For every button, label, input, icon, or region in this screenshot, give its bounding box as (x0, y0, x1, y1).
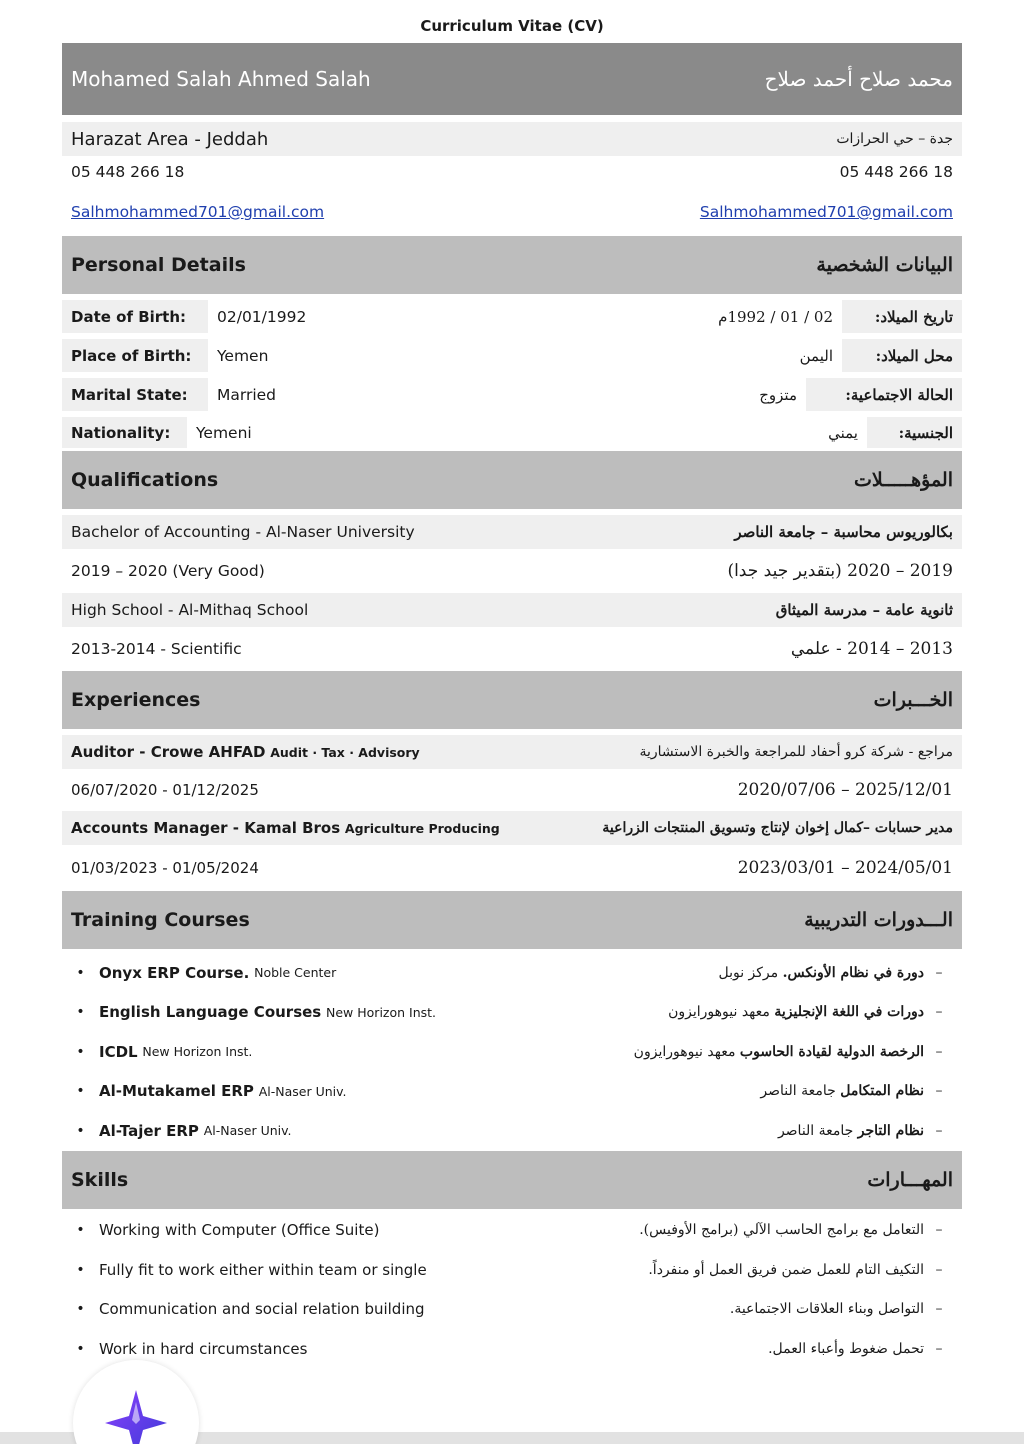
course-name-ar: دورات في اللغة الإنجليزية (774, 1004, 924, 1021)
sparkle-logo-icon (103, 1388, 169, 1444)
course-provider-ar: جامعة الناصر (777, 1122, 854, 1139)
name-arabic: محمد صلاح أحمد صلاح (764, 67, 953, 91)
personal-row-pob (62, 336, 962, 375)
bullet-icon: • (76, 1083, 85, 1100)
section-personal-details (62, 236, 962, 294)
skill-en: Work in hard circumstances (99, 1339, 308, 1358)
skill-ar: التعامل مع برامج الحاسب الآلي (برامج الأوفيس). (639, 1222, 924, 1239)
qualification-date-ar: 2019 – 2020 (بتقدير جيد جدا) (727, 561, 953, 581)
dash-icon: – (935, 1261, 943, 1278)
course-name: Al-Tajer ERP (99, 1121, 199, 1140)
experience-title (62, 811, 962, 845)
name-header (62, 43, 962, 115)
skill-ar: التكيف التام للعمل ضمن فريق العمل أو منفرداً. (648, 1261, 924, 1278)
address-arabic: جدة – حي الحرازات (836, 131, 953, 147)
phone-arabic: 05 448 266 18 (839, 163, 953, 181)
dash-icon: – (935, 1083, 943, 1100)
pob-value-arabic: اليمن (799, 346, 833, 365)
bullet-icon: • (76, 1043, 85, 1060)
marital-label-arabic: الحالة الاجتماعية: (806, 378, 962, 411)
qualification-date-en: 2019 – 2020 (Very Good) (71, 562, 265, 580)
section-title-english: Personal Details (71, 254, 246, 276)
marital-value: Married (217, 385, 277, 404)
course-name-ar: دورة في نظام الأونكس. (782, 964, 924, 981)
section-qualifications (62, 451, 962, 509)
experience-ar: مراجع - شركة كرو أحفاد للمراجعة والخبرة الاستشارية (639, 744, 953, 760)
name-english: Mohamed Salah Ahmed Salah (71, 67, 371, 91)
bullet-icon: • (76, 1261, 85, 1278)
dob-label: Date of Birth: (62, 300, 208, 333)
skill-en: Fully fit to work either within team or single (99, 1260, 427, 1279)
section-title-english: Experiences (71, 689, 201, 711)
skills-list (62, 1211, 962, 1369)
training-list (62, 953, 962, 1151)
qualification-ar: بكالوريوس محاسبة – جامعة الناصر (734, 523, 953, 541)
dash-icon: – (935, 1122, 943, 1139)
course-provider: New Horizon Inst. (142, 1044, 253, 1060)
skill-ar: تحمل ضغوط وأعباء العمل. (768, 1340, 924, 1357)
nationality-label: Nationality: (62, 417, 187, 448)
nationality-value-arabic: يمني (828, 423, 858, 442)
experience-en (71, 819, 500, 837)
course-name: Onyx ERP Course. (99, 963, 250, 982)
qualification-en: Bachelor of Accounting - Al-Naser University (71, 523, 415, 541)
section-title-arabic: الـــدورات التدريبية (804, 909, 953, 931)
course-name-ar: نظام المتكامل (840, 1083, 924, 1100)
qualification-date-ar: 2013 – 2014 - علمي (790, 639, 953, 659)
bullet-icon: • (76, 1004, 85, 1021)
section-training-courses (62, 891, 962, 949)
section-title-arabic: المؤهـــــلات (854, 469, 953, 491)
dash-icon: – (935, 1301, 943, 1318)
pob-label-arabic: محل الميلاد: (842, 339, 962, 372)
course-name-ar: نظام التاجر (857, 1122, 924, 1139)
experience-date-en: 01/03/2023 - 01/05/2024 (71, 859, 259, 877)
course-provider-ar: جامعة الناصر (760, 1083, 836, 1100)
nationality-value: Yemeni (196, 423, 252, 442)
skill-en: Working with Computer (Office Suite) (99, 1221, 380, 1240)
list-item (62, 1290, 962, 1330)
section-title-arabic: الخـــبرات (873, 689, 953, 711)
section-title-english: Skills (71, 1168, 129, 1191)
list-item (62, 1329, 962, 1369)
course-name-ar: الرخصة الدولية لقيادة الحاسوب (739, 1043, 924, 1060)
dash-icon: – (935, 1043, 943, 1060)
experience-en (71, 743, 420, 761)
qualification-ar: ثانوية عامة – مدرسة الميثاق (775, 601, 953, 619)
dash-icon: – (935, 1222, 943, 1239)
section-skills (62, 1151, 962, 1209)
skill-ar: التواصل وبناء العلاقات الاجتماعية. (729, 1301, 924, 1318)
bullet-icon: • (76, 1222, 85, 1239)
personal-row-nationality (62, 414, 962, 451)
experience-role: Auditor - Crowe AHFAD (71, 743, 266, 761)
experience-date-ar: 2023/03/01 – 2024/05/01 (737, 858, 953, 878)
cv-page (62, 43, 962, 1369)
email-link-english[interactable]: Salhmohammed701@gmail.com (71, 203, 325, 221)
section-title-english: Qualifications (71, 469, 219, 491)
list-item (62, 1250, 962, 1290)
dob-label-arabic: تاريخ الميلاد: (842, 300, 962, 333)
qualification-date (62, 549, 962, 593)
section-title-arabic: المهـــارات (867, 1168, 953, 1191)
qualification-title (62, 515, 962, 549)
qualification-date (62, 627, 962, 671)
experience-date (62, 845, 962, 891)
section-experiences (62, 671, 962, 729)
pob-value: Yemen (217, 346, 269, 365)
list-item (62, 1211, 962, 1251)
list-item (62, 993, 962, 1033)
course-provider-ar: مركز نوبل (718, 964, 779, 981)
pob-label: Place of Birth: (62, 339, 208, 372)
document-title: Curriculum Vitae (CV) (420, 17, 604, 35)
nationality-label-arabic: الجنسية: (867, 417, 962, 448)
marital-value-arabic: متزوج (759, 385, 797, 404)
experience-ar: مدير حسابات –كمال إخوان لإنتاج وتسويق المنتجات الزراعية (602, 820, 953, 836)
address-english: Harazat Area - Jeddah (71, 128, 269, 150)
experience-date-ar: 2020/07/06 – 2025/12/01 (737, 780, 953, 800)
bullet-icon: • (76, 1122, 85, 1139)
bullet-icon: • (76, 1340, 85, 1357)
dash-icon: – (935, 1340, 943, 1357)
course-provider-ar: معهد نيوهورايزون (668, 1004, 770, 1021)
marital-label: Marital State: (62, 378, 208, 411)
experience-title (62, 735, 962, 769)
section-title-english: Training Courses (71, 909, 250, 931)
phone-english: 05 448 266 18 (71, 163, 185, 181)
dash-icon: – (935, 1004, 943, 1021)
course-name: Al-Mutakamel ERP (99, 1082, 254, 1101)
assistant-launcher-button[interactable] (73, 1360, 199, 1444)
qualification-en: High School - Al-Mithaq School (71, 601, 309, 619)
course-provider-ar: معهد نيوهورايزون (633, 1043, 736, 1060)
email-row (62, 188, 962, 236)
experience-note: Audit · Tax · Advisory (270, 745, 420, 760)
email-link-arabic[interactable]: Salhmohammed701@gmail.com (699, 203, 953, 221)
qualification-title (62, 593, 962, 627)
course-name: ICDL (99, 1042, 138, 1061)
bullet-icon: • (76, 964, 85, 981)
qualification-date-en: 2013-2014 - Scientific (71, 640, 242, 658)
personal-row-dob (62, 297, 962, 336)
skill-en: Communication and social relation building (99, 1300, 425, 1319)
experience-date (62, 769, 962, 811)
course-provider: Al-Naser Univ. (258, 1083, 347, 1099)
address-row (62, 122, 962, 156)
dob-value-arabic: 02 / 01 / 1992م (718, 307, 833, 326)
experience-date-en: 06/07/2020 - 01/12/2025 (71, 781, 259, 799)
section-title-arabic: البيانات الشخصية (816, 254, 953, 276)
course-provider: Al-Naser Univ. (203, 1123, 292, 1139)
experience-note: Agriculture Producing (344, 821, 500, 836)
bullet-icon: • (76, 1301, 85, 1318)
list-item (62, 1032, 962, 1072)
dob-value: 02/01/1992 (217, 307, 307, 326)
personal-row-marital (62, 375, 962, 414)
course-provider: Noble Center (254, 965, 337, 981)
course-name: English Language Courses (99, 1003, 322, 1022)
list-item (62, 1111, 962, 1151)
dash-icon: – (935, 964, 943, 981)
phone-row (62, 156, 962, 188)
course-provider: New Horizon Inst. (326, 1004, 437, 1020)
experience-role: Accounts Manager - Kamal Bros (71, 819, 341, 837)
list-item (62, 1072, 962, 1112)
list-item (62, 953, 962, 993)
